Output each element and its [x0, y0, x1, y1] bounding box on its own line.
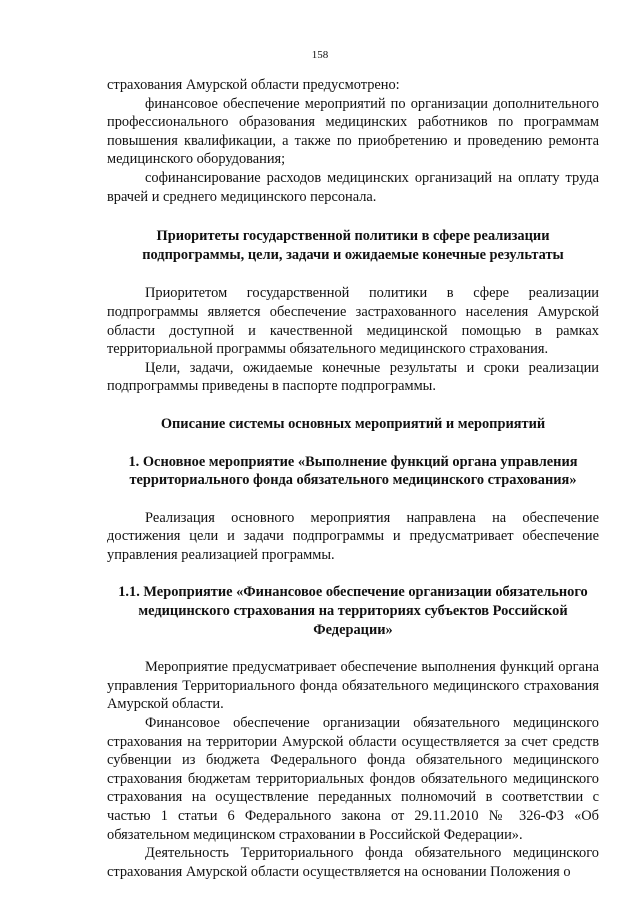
section-heading-main-event: 1. Основное мероприятие «Выполнение функций органа управления территориального фонда обязательного медицинского страхования»: [128, 453, 578, 489]
paragraph-sub-event: Мероприятие предусматривает обеспечение выполнения функций органа управления Территориального фонда обязательного медицинского страхования Амурской области.: [107, 659, 599, 713]
section-heading-sub-event: 1.1. Мероприятие «Финансовое обеспечение организации обязательного медицинского страхования на территориях субъектов Российской Федерации»: [118, 584, 588, 638]
paragraph-main-event: Реализация основного мероприятия направлена на обеспечение достижения цели и задачи подпрограммы и предусматривает обеспечение управления реализацией программы.: [107, 509, 599, 563]
document-body: [107, 76, 599, 881]
section-heading-priorities: Приоритеты государственной политики в сфере реализации подпрограммы, цели, задачи и ожидаемые конечные результаты: [142, 228, 564, 263]
section-heading-system: Описание системы основных мероприятий и мероприятий: [160, 415, 546, 432]
paragraph-sub-event: Финансовое обеспечение организации обязательного медицинского страхования на территории Амурской области осуществляется за счет средств субвенции из бюджета Федерального фонда обязательного медицинского страхования бюджетам территориальных фондов обязательного медицинского страхования на осуществление переданных полномочий в соответствии с частью 1 статьи 6 Федерального закона от 29.11.2010 № 326-ФЗ «Об обязательном медицинском страховании в Российской Федерации».: [107, 715, 599, 843]
paragraph-intro-list-item: финансовое обеспечение мероприятий по организации дополнительного профессионального образования медицинских работников по программам повышения квалификации, а также по приобретению и проведению ремонта медицинского оборудования;: [107, 95, 599, 168]
page-number: 158: [311, 49, 329, 61]
paragraph-priorities: Приоритетом государственной политики в сфере реализации подпрограммы является обеспечение застрахованного населения Амурской области доступной и качественной медицинской помощью в рамках территориальной программы обязательного медицинского страхования.: [107, 285, 599, 358]
paragraph-intro-list-item: софинансирование расходов медицинских организаций на оплату труда врачей и среднего медицинского персонала.: [107, 169, 599, 205]
paragraph-intro-continuation: страхования Амурской области предусмотрено:: [107, 77, 400, 93]
paragraph-sub-event: Деятельность Территориального фонда обязательного медицинского страхования Амурской области осуществляется на основании Положения о: [107, 845, 599, 880]
paragraph-priorities: Цели, задачи, ожидаемые конечные результаты и сроки реализации подпрограммы приведены в паспорте подпрограммы.: [107, 359, 599, 395]
